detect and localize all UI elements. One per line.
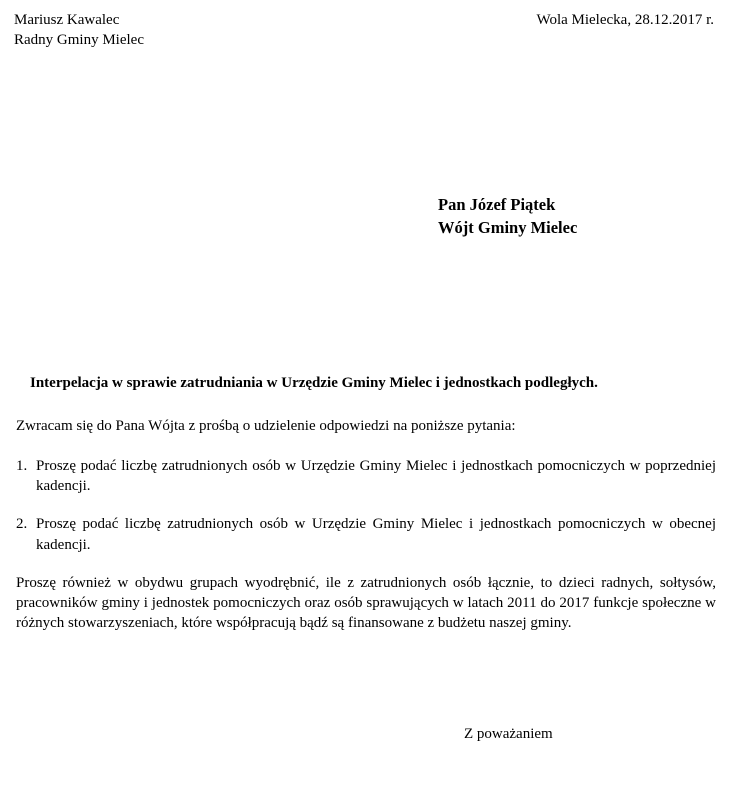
questions-list	[14, 456, 718, 555]
list-item	[14, 456, 718, 497]
addressee-block	[14, 193, 718, 241]
document-header	[14, 10, 718, 51]
list-item-text: Proszę podać liczbę zatrudnionych osób w Urzędzie Gminy Mielec i jednostkach pomocniczych w poprzedniej kadencji.	[36, 457, 716, 495]
addressee-name: Pan Józef Piątek	[438, 194, 556, 214]
place-and-date: Wola Mielecka, 28.12.2017 r.	[536, 12, 714, 28]
list-item-number: 1.	[16, 457, 28, 474]
list-item-number: 2.	[16, 516, 28, 533]
sender-block	[14, 10, 144, 51]
list-item-text: Proszę podać liczbę zatrudnionych osób w Urzędzie Gminy Mielec i jednostkach pomocniczych w obecnej kadencji.	[36, 516, 716, 553]
intro-paragraph: Zwracam się do Pana Wójta z prośbą o udzielenie odpowiedzi na poniższe pytania:	[16, 417, 516, 434]
addressee-title: Wójt Gminy Mielec	[438, 218, 578, 238]
regards-line: Z poważaniem	[464, 725, 553, 742]
list-item	[14, 514, 718, 555]
closing-paragraph: Proszę również w obydwu grupach wyodrębnić, ile z zatrudnionych osób łącznie, to dzieci radnych, sołtysów, pracowników gminy i jednostek pomocniczych oraz osób sprawujących w latach 2011 do 2017 funkcje społeczne w różnych stowarzyszeniach, które współpracują bądź są finansowane z budżetu naszej gminy.	[16, 574, 716, 632]
sender-name: Mariusz Kawalec	[14, 12, 120, 28]
document-subject: Interpelacja w sprawie zatrudniania w Urzędzie Gminy Mielec i jednostkach podległych.	[30, 375, 598, 392]
sender-role: Radny Gminy Mielec	[14, 32, 144, 49]
